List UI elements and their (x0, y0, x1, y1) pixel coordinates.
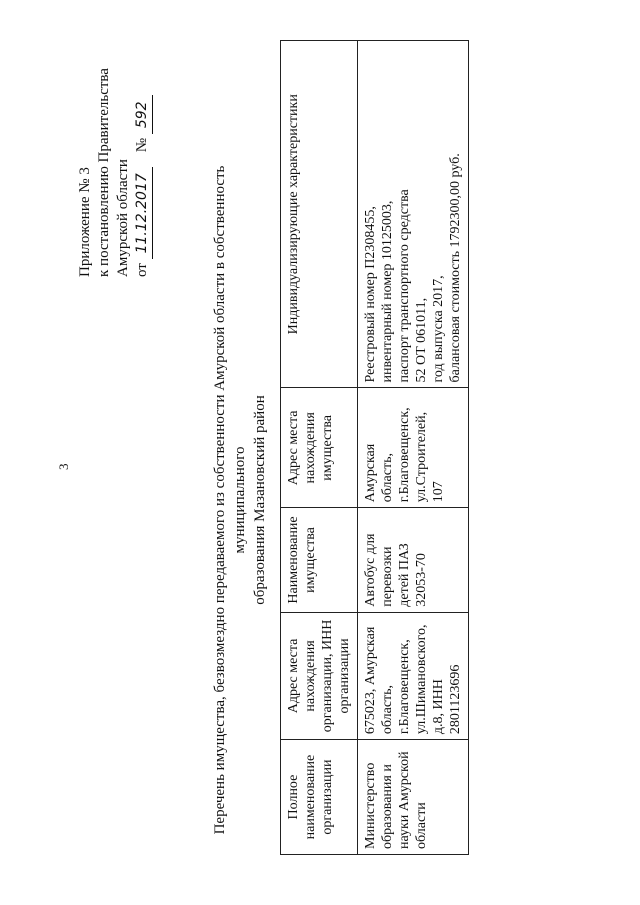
cell-property-address: Амурская область, г.Благовещенск, ул.Строителей, 107 (358, 388, 469, 508)
characteristic-line-2: инвентарный номер 10125003, (380, 200, 395, 383)
header-characteristics: Индивидуализирующие характеристики (281, 41, 358, 388)
characteristic-line-6: балансовая стоимость 1792300,00 руб. (448, 153, 463, 383)
title-line-2: образования Мазановский район (252, 395, 268, 605)
handwritten-number: 592 (133, 95, 153, 134)
characteristic-line-1: Реестровый номер П2308455, (363, 206, 378, 383)
characteristic-line-5: год выпуска 2017, (431, 275, 446, 383)
appendix-block (76, 68, 153, 277)
header-property-name: Наименование имущества (281, 508, 358, 613)
cell-org-address: 675023, Амурская область, г.Благовещенск, ул.Шимановского, д.8, ИНН 2801123696 (358, 612, 469, 739)
appendix-line-3: Амурской области (115, 159, 131, 277)
appendix-date-line (133, 68, 153, 277)
appendix-line-2: к постановлению Правительства (96, 68, 112, 277)
table-row (358, 41, 469, 855)
characteristic-line-3: паспорт транспортного средства (397, 189, 412, 383)
title-line-1: Перечень имущества, безвозмездно передаваемого из собственности Амурской области в собственность муниципального (212, 165, 248, 835)
number-label: № (134, 137, 150, 153)
property-table (280, 40, 469, 855)
cell-org-name: Министерство образования и науки Амурской области (358, 740, 469, 855)
from-label: от (134, 263, 150, 277)
table-header-row (281, 41, 358, 855)
appendix-line-1: Приложение № 3 (77, 167, 93, 277)
page-number: 3 (56, 463, 71, 470)
handwritten-date: 11.12.2017 (133, 167, 153, 259)
header-org-address: Адрес места нахождения организации, ИНН организации (281, 612, 358, 739)
cell-characteristics (358, 41, 469, 388)
characteristic-line-4: 52 ОТ 061011, (414, 297, 429, 383)
document-title (210, 155, 270, 845)
header-org-name: Полное наименование организации (281, 740, 358, 855)
cell-property-name: Автобус для перевозки детей ПАЗ 32053-70 (358, 508, 469, 613)
header-property-address: Адрес места нахождения имущества (281, 388, 358, 508)
